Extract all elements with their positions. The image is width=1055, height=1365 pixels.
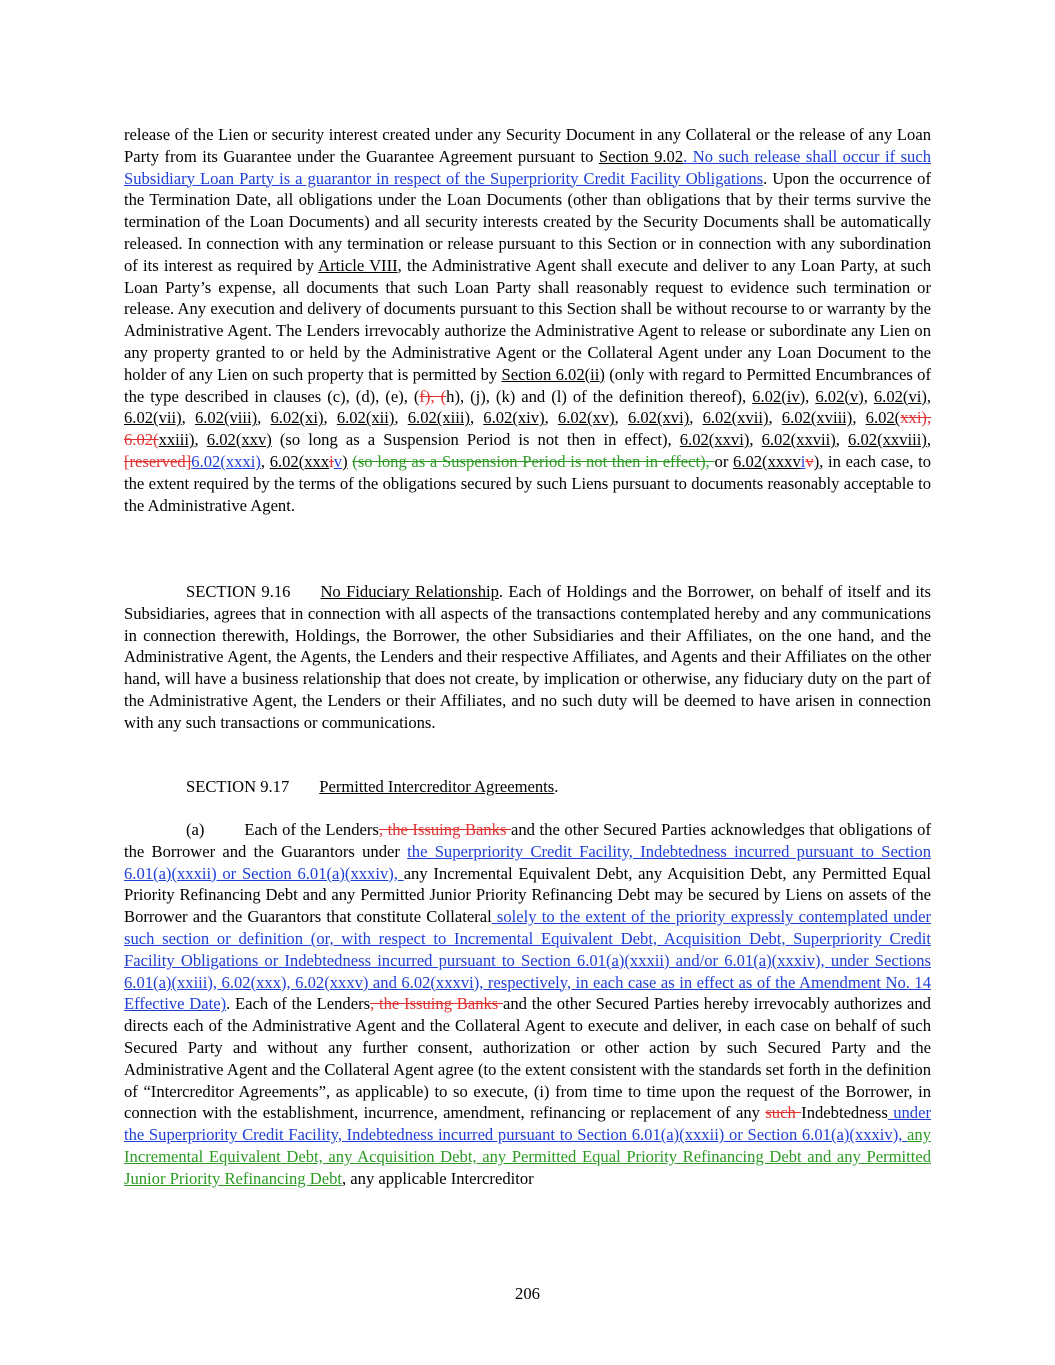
text-run: release of the Lien or security interest created under any Security Document in any Collateral or the release of any Loan Party from its Guarantee under the Guarantee Agreement pursuant to	[124, 125, 931, 166]
section-9-16-paragraph	[124, 581, 931, 734]
clause-body	[124, 820, 931, 1188]
cross-reference: 6.02(vii)	[124, 408, 182, 428]
cross-reference: 6.02(xvii)	[702, 408, 769, 428]
deleted-text: f), (	[419, 386, 447, 406]
text-run: and the other Secured Parties acknowledges that obligations of the Borrower and the Guarantors under	[124, 820, 931, 861]
cross-reference: Article VIII	[318, 255, 398, 275]
section-9-17-heading	[124, 776, 931, 798]
section-number: SECTION 9.17	[186, 777, 290, 796]
text-run: ,	[749, 430, 762, 450]
deleted-text: [reserved]	[124, 451, 192, 471]
inserted-text: under the Superpriority Credit Facility, Indebtedness incurred pursuant to Section 6.01(a)(xxxii) or Section 6.01(a)(xxxiv),	[124, 1103, 931, 1145]
text-run: Indebtedness	[801, 1103, 888, 1123]
text-run: ,	[469, 408, 484, 428]
deleted-text: i	[329, 451, 334, 471]
cross-reference: Section 9.02	[598, 146, 684, 166]
cross-reference: Section 6.02(ii)	[501, 364, 605, 384]
text-run: ,	[394, 408, 408, 428]
cross-reference: )	[813, 451, 820, 471]
text-run: , in each case, to the extent required by the terms of the obligations secured by such Liens pursuant to documents reasonably acceptable to the Administrative Agent.	[124, 451, 931, 515]
cross-reference: 6.02(viii)	[194, 408, 258, 428]
text-run: Each of the Lenders	[244, 820, 379, 839]
cross-reference: 6.02(xiii)	[407, 408, 470, 428]
page-number: 206	[515, 1284, 540, 1303]
section-number: SECTION 9.16	[186, 582, 291, 601]
cross-reference: 6.02(	[865, 408, 901, 428]
section-heading: No Fiduciary Relationship	[320, 582, 499, 601]
deleted-text: v	[805, 451, 814, 471]
section-heading-tail: .	[554, 777, 559, 796]
text-run: , the Administrative Agent shall execute and deliver to any Loan Party, at such Loan Party’s expense, all documents that such Loan Party shall reasonably request to evidence such termination or release. Any execution and delivery of documents pursuant to this Section shall be without recourse to or warranty by the Administrative Agent. The Lenders irrevocably authorize the Administrative Agent to release or subordinate any Lien on any property granted to or held by the Administrative Agent or the Collateral Agent under any Loan Document to the holder of any Lien on such property that is permitted by	[124, 255, 931, 384]
cross-reference: 6.02(xi)	[270, 408, 324, 428]
deleted-text: xxi), 6.02(	[124, 408, 932, 450]
text-run: any Incremental Equivalent Debt, any Acquisition Debt, any Permitted Equal Priority Refinancing Debt and any Permitted Junior Priority Refinancing Debt may be secured by Liens on assets of the Borrower and the Guarantors that constitute Collateral	[124, 863, 932, 927]
inserted-text: i	[800, 451, 806, 471]
text-run: , any applicable Intercreditor	[342, 1168, 534, 1188]
cross-reference: xxiii)	[158, 430, 195, 450]
deleted-text: , the Issuing Banks	[370, 994, 504, 1014]
section-9-17-paragraph-a	[124, 819, 931, 1190]
cross-reference: 6.02(v)	[815, 386, 864, 406]
text-run: ,	[805, 386, 816, 406]
text-run: or	[714, 451, 734, 471]
text-run: . Upon the occurrence of the Termination Date, all obligations under the Loan Documents (other than obligations that by their terms survive the termination of the Loan Documents) and all security interests created by the Security Documents shall be automatically released. In connection with any termination or release pursuant to this Section or in connection with any subordination of its interest as required by	[124, 168, 931, 275]
text-run: ,	[260, 451, 270, 471]
inserted-text: . No such release shall occur if such Subsidiary Loan Party is a guarantor in respect of the Superpriority Credit Facility Obligations	[124, 146, 931, 188]
clause-label: (a)	[186, 820, 205, 839]
section-heading: Permitted Intercreditor Agreements	[319, 777, 555, 796]
cross-reference: 6.02(xxviii)	[848, 430, 927, 450]
text-run: ,	[926, 386, 932, 406]
text-run: ,	[768, 408, 782, 428]
cross-reference: 6.02(xxv)	[206, 430, 272, 450]
text-run: ,	[689, 408, 703, 428]
inserted-text: 6.02(xxxi)	[191, 451, 261, 471]
cross-reference: 6.02(xiv)	[483, 408, 545, 428]
cross-reference: 6.02(xvi)	[627, 408, 690, 428]
inserted-text: v	[333, 451, 343, 471]
text-run: ,	[835, 430, 849, 450]
cross-reference: 6.02(vi)	[873, 386, 927, 406]
text-run: ,	[926, 430, 932, 450]
text-run: ,	[544, 408, 558, 428]
deleted-text: , the Issuing Banks	[378, 820, 512, 839]
cross-reference: 6.02(xv)	[557, 408, 615, 428]
deleted-text-moved: (so long as a Suspension Period is not then in effect),	[352, 451, 715, 471]
text-run: . Each of Holdings and the Borrower, on behalf of itself and its Subsidiaries, agrees that in connection with all aspects of the transactions contemplated hereby and any communications in connection therewith, Holdings, the Borrower, the other Subsidiaries and their Affiliates, on the one hand, and the Administrative Agent, the Agents, the Lenders and their respective Affiliates, and Agents and their Affiliates on the other hand, will have a business relationship that does not create, by implication or otherwise, any fiduciary duty on the part of the Administrative Agent, the Lenders or their Affiliates, and no such duty will be deemed to have arisen in connection with any such transactions or communications.	[124, 582, 932, 732]
text-run: . Each of the Lenders	[226, 994, 371, 1014]
cross-reference: 6.02(xviii)	[781, 408, 853, 428]
inserted-text-moved: any Incremental Equivalent Debt, any Acquisition Debt, any Permitted Equal Priority Refinancing Debt and any Permitted Junior Priority Refinancing Debt	[124, 1125, 931, 1188]
deleted-text: such	[765, 1103, 802, 1123]
text-run: (only with regard to Permitted Encumbrances of the type described in clauses (c), (d), (e), (	[124, 364, 932, 406]
cross-reference: 6.02(xxxv	[733, 451, 801, 471]
text-run: ,	[257, 408, 271, 428]
text-run: ,	[852, 408, 866, 428]
text-run: (so long as a Suspension Period is not then in effect),	[271, 430, 680, 450]
text-run: ,	[614, 408, 628, 428]
text-run: ,	[323, 408, 337, 428]
text-run: and the other Secured Parties hereby irrevocably authorizes and directs each of the Administrative Agent and the Collateral Agent to execute and deliver, in each case on behalf of such Secured Party and without any further consent, authorization or other action by such Secured Party and the Administrative Agent and the Collateral Agent agree (to the extent consistent with the standards set forth in the definition of “Intercreditor Agreements”, as applicable) to so execute, (i) from time to time upon the request of the Borrower, in connection with the establishment, incurrence, amendment, refinancing or replacement of any	[124, 994, 931, 1123]
text-run: ,	[181, 408, 195, 428]
cross-reference: 6.02(xxx	[269, 451, 330, 471]
inserted-text: solely to the extent of the priority expressly contemplated under such section or definition (or, with respect to Incremental Equivalent Debt, Acquisition Debt, Superpriority Credit Facility Obligations or Indebtedness incurred pursuant to Section 6.01(a)(xxxii) and/or 6.01(a)(xxxiv), under Sections 6.01(a)(xxiii), 6.02(xxx), 6.02(xxxv) and 6.02(xxxvi), respectively, in each case as in effect as of the Amendment No. 14 Effective Date)	[124, 907, 931, 1014]
inserted-text: the Superpriority Credit Facility, Indebtedness incurred pursuant to Section 6.01(a)(xxxii) or Section 6.01(a)(xxxiv),	[124, 841, 931, 883]
cross-reference: 6.02(xxvi)	[679, 430, 750, 450]
cross-reference: 6.02(iv)	[752, 386, 806, 406]
text-run: ,	[863, 386, 874, 406]
cross-reference: 6.02(xxvii)	[761, 430, 836, 450]
paragraph-release-of-liens	[124, 124, 931, 516]
cross-reference: 6.02(xii)	[336, 408, 395, 428]
section-body	[124, 582, 931, 732]
text-run: ,	[194, 430, 207, 450]
text-run: h), (j), (k) and (l) of the definition thereof),	[446, 386, 753, 406]
cross-reference: )	[342, 451, 348, 471]
